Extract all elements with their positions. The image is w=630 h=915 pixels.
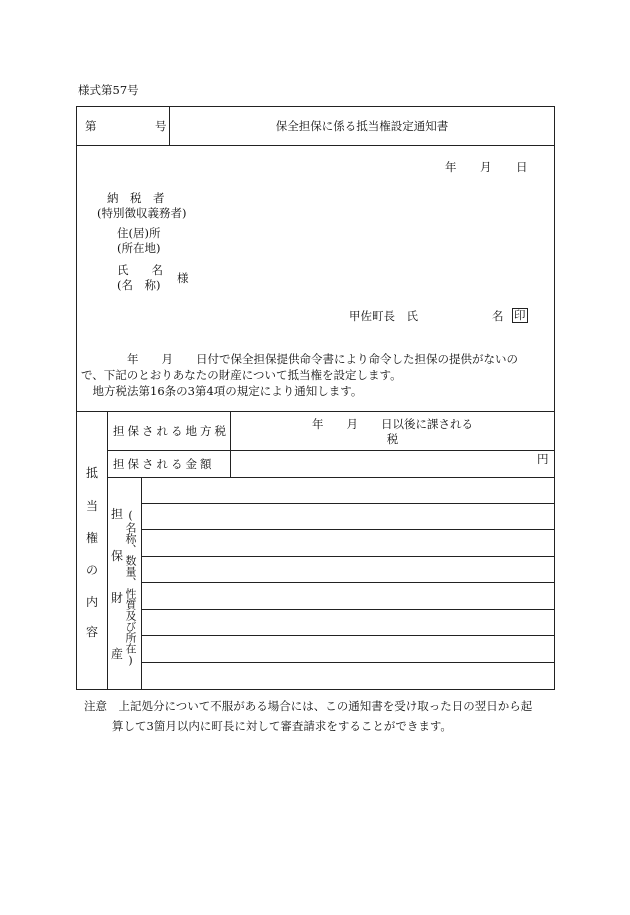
note-line-1: 注意 上記処分について不服がある場合には、この通知書を受け取った日の翌日から起: [84, 699, 533, 713]
issuer-name: 甲佐町長 氏: [349, 309, 418, 323]
taxpayer-label: 納 税 者: [107, 191, 165, 205]
number-prefix: 第: [85, 119, 97, 133]
section-char-3: 権: [85, 531, 98, 545]
section-char-1: 抵: [85, 466, 98, 480]
section-char-4: の: [85, 563, 98, 577]
body-text-line-1: 年 月 日付で保全担保提供命令書により命令した担保の提供がないの: [81, 352, 518, 366]
property-label-divider: [141, 477, 142, 689]
property-char-2: 保: [110, 549, 123, 563]
note-line-2: 算して3箇月以内に町長に対して審査請求をすることができます。: [112, 719, 452, 733]
section-char-2: 当: [85, 499, 98, 513]
number-suffix: 号: [155, 119, 167, 133]
seal-mark: 印: [514, 308, 526, 322]
property-char-1: 担: [110, 507, 123, 521]
section-label-divider: [107, 411, 108, 689]
date-month: 月: [480, 160, 492, 174]
secured-tax-label: 担保される地方税: [113, 424, 229, 438]
title-label: (名 称): [117, 278, 161, 292]
form-number: 様式第57号: [78, 83, 139, 97]
property-line-4: [141, 582, 554, 583]
property-line-7: [141, 662, 554, 663]
notice-form: [76, 106, 555, 690]
section-char-5: 内: [85, 595, 98, 609]
body-text-line-3: 地方税法第16条の3第4項の規定により通知します。: [81, 384, 363, 398]
body-text-line-2: で、下記のとおりあなたの財産について抵当権を設定します。: [81, 368, 402, 382]
date-year: 年: [445, 160, 457, 174]
secured-tax-value: 年 月 日以後に課される: [312, 417, 473, 431]
details-top-rule: [77, 411, 554, 412]
property-line-3: [141, 556, 554, 557]
header-bottom-rule: [77, 145, 554, 146]
property-char-3: 財: [110, 591, 123, 605]
property-line-2: [141, 529, 554, 530]
address-label: 住(居)所: [117, 226, 161, 240]
section-char-6: 容: [85, 625, 98, 639]
name-label: 氏 名: [117, 263, 163, 277]
honorific: 様: [177, 271, 189, 285]
secured-tax-suffix: 税: [386, 432, 399, 446]
location-label: (所在地): [117, 241, 161, 255]
issuer-mei: 名: [492, 309, 504, 323]
date-day: 日: [516, 160, 528, 174]
special-collector-label: (特別徴収義務者): [97, 206, 187, 220]
secured-amount-label: 担保される金額: [113, 457, 215, 471]
property-note: (名称、数量、性質及び所在): [124, 509, 137, 667]
tax-row-rule: [107, 450, 554, 451]
secured-amount-unit: 円: [537, 452, 549, 466]
property-line-6: [141, 635, 554, 636]
property-line-5: [141, 609, 554, 610]
form-title: 保全担保に係る抵当権設定通知書: [275, 119, 449, 133]
amount-row-rule: [107, 477, 554, 478]
property-char-4: 産: [110, 647, 123, 661]
property-line-1: [141, 503, 554, 504]
